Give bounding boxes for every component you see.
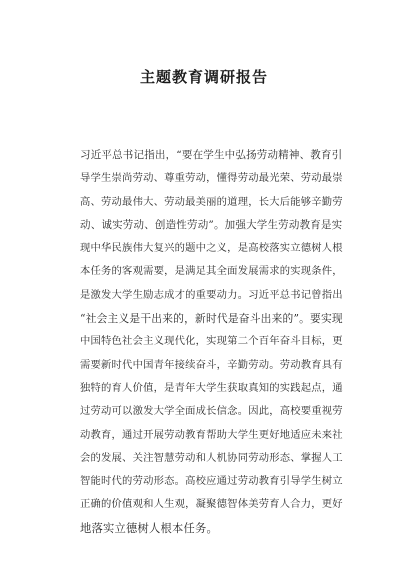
body-line: 动教育，通过开展劳动教育帮助大学生更好地适应未来社 [80,428,343,441]
body-line: 需要新时代中国青年接续奋斗，辛勤劳动。劳动教育具有 [80,358,343,371]
body-line: 智能时代的劳动形态。高校应通过劳动教育引导学生树立 [80,475,343,488]
body-line: 本任务的客观需要，是满足其全面发展需求的实现条件， [80,265,343,278]
body-line: 习近平总书记指出，“要在学生中弘扬劳动精神、教育引 [80,149,343,161]
document-body [80,144,345,540]
body-line: 高、劳动最伟大、劳动最美丽的道理，长大后能够辛勤劳 [80,195,343,208]
body-line: 是激发大学生励志成才的重要动力。习近平总书记曾指出 [80,288,343,301]
body-line: 正确的价值观和人生观，凝聚德智体美劳育人合力，更好 [80,498,343,511]
body-line: 动、诚实劳动、创造性劳动”。加强大学生劳动教育是实 [80,218,343,231]
body-line: 过劳动可以激发大学全面成长信念。因此，高校要重视劳 [80,405,343,418]
body-line: “社会主义是干出来的，新时代是奋斗出来的”。要实现 [80,312,343,326]
body-line: 现中华民族伟大复兴的题中之义，是高校落实立德树人根 [80,242,343,255]
body-line: 中国特色社会主义现代化，实现第二个百年奋斗目标，更 [80,335,343,348]
body-line: 地落实立德树人根本任务。 [80,521,218,535]
body-line: 导学生崇尚劳动、尊重劳动，懂得劳动最光荣、劳动最崇 [80,172,343,185]
body-line: 独特的育人价值，是青年大学生获取真知的实践起点，通 [80,381,343,394]
body-line: 会的发展、关注智慧劳动和人机协同劳动形态、掌握人工 [80,451,343,464]
document-title: 主题教育调研报告 [139,68,268,86]
